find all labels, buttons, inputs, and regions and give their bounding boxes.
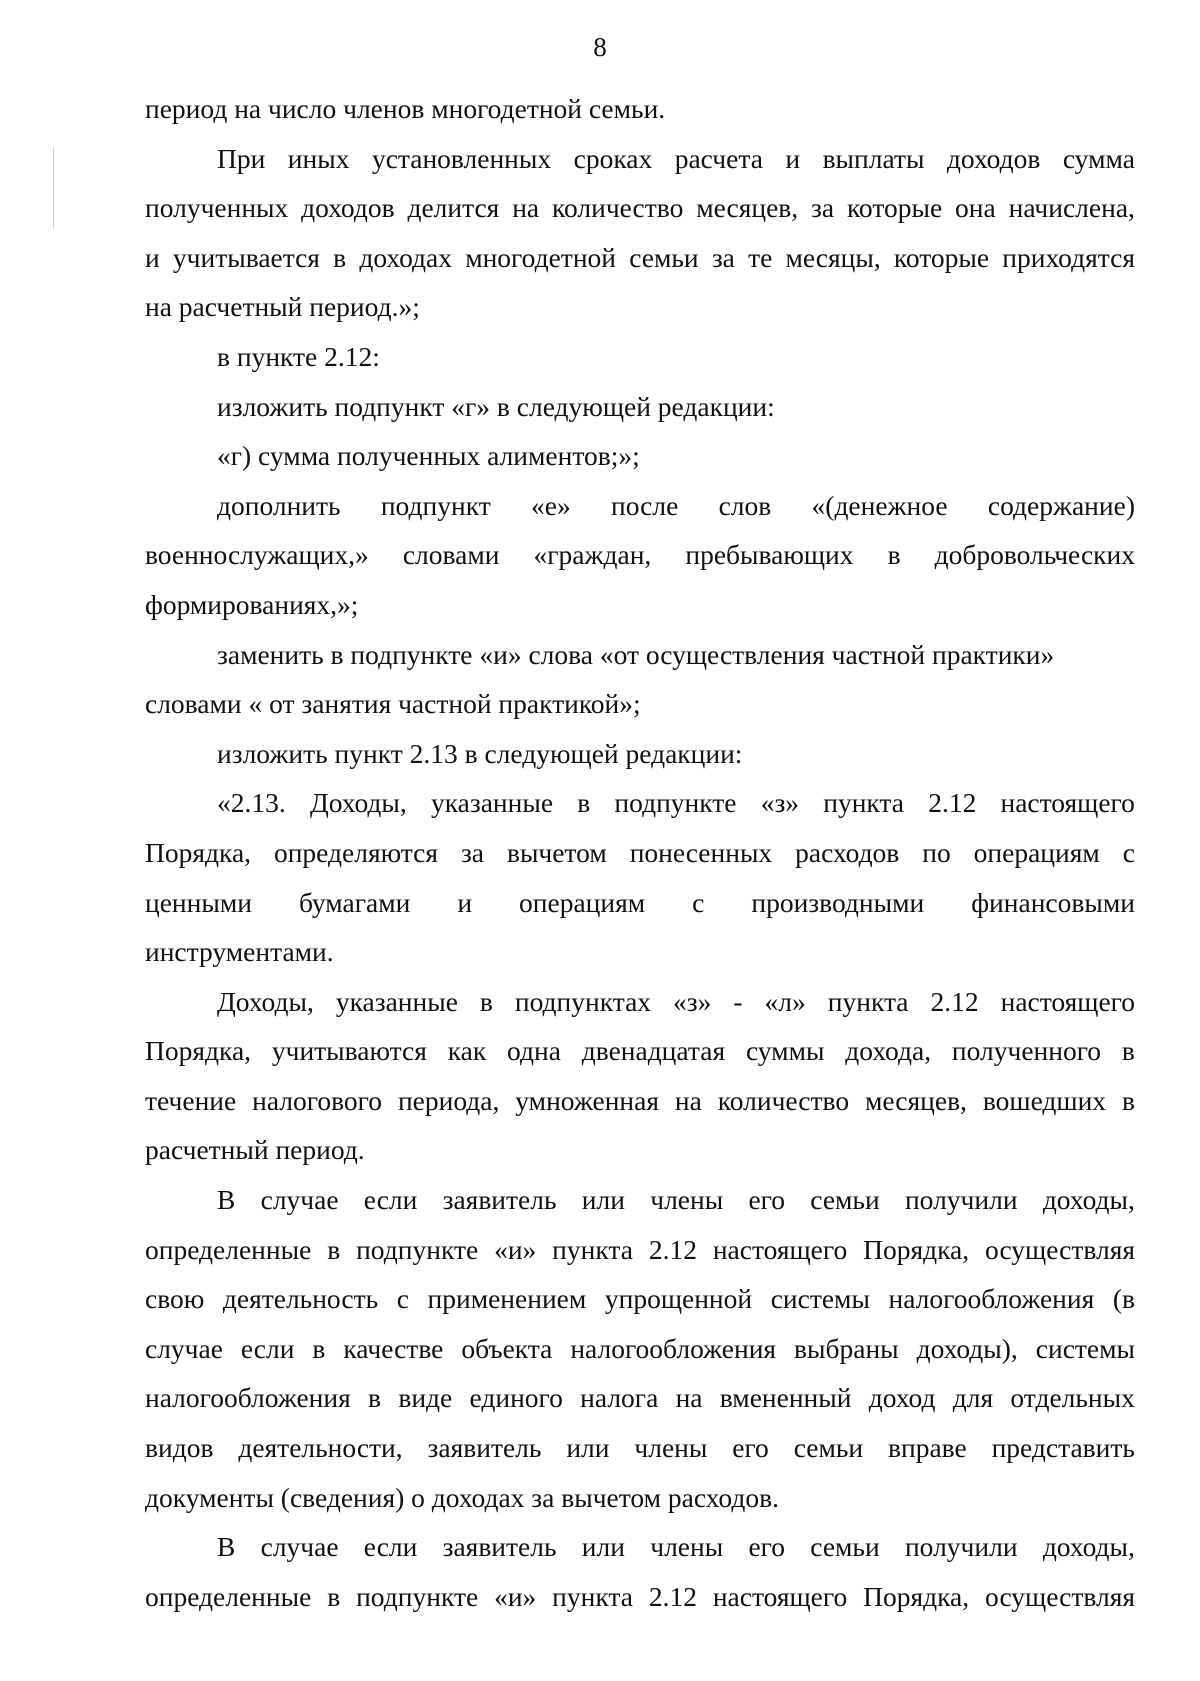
text-line: расчетный период. [145, 1134, 365, 1166]
text-line: на расчетный период.»; [145, 291, 420, 323]
text-line: Порядка, учитываются как одна двенадцатая суммы дохода, полученного в [145, 1035, 1135, 1067]
text-line: период на число членов многодетной семьи. [145, 93, 666, 124]
text-line: в пункте 2.12: [217, 340, 380, 372]
text-line: Порядка, определяются за вычетом понесенных расходов по операциям с [145, 836, 1135, 868]
page-number: 8 [593, 32, 607, 62]
text-line: документы (сведения) о доходах за вычетом расходов. [145, 1481, 779, 1513]
text-line: «г) сумма полученных алиментов;»; [217, 440, 640, 472]
text-line: словами « от занятия частной практикой»; [145, 688, 641, 720]
text-line: изложить подпункт «г» в следующей редакции: [217, 390, 775, 422]
text-line: и учитывается в доходах многодетной семьи за те месяцы, которые приходятся [145, 241, 1135, 273]
text-line: случае если в качестве объекта налогообложения выбраны доходы), системы [145, 1332, 1135, 1364]
document-body [145, 84, 1135, 1621]
text-line: дополнить подпункт «е» после слов «(денежное содержание) [217, 489, 1135, 521]
scan-margin-mark [53, 148, 54, 228]
text-line: налогообложения в виде единого налога на вмененный доход для отдельных [145, 1382, 1135, 1414]
text-line: При иных установленных сроках расчета и выплаты доходов сумма [217, 142, 1135, 174]
text-line: определенные в подпункте «и» пункта 2.12 настоящего Порядка, осуществляя [145, 1233, 1135, 1265]
text-line: заменить в подпункте «и» слова «от осуществления частной практики» [217, 638, 1055, 670]
text-line: свою деятельность с применением упрощенной системы налогообложения (в [145, 1283, 1135, 1315]
text-line: инструментами. [145, 936, 334, 968]
text-line: военнослужащих,» словами «граждан, пребывающих в добровольческих [145, 539, 1135, 571]
text-line: Доходы, указанные в подпунктах «з» - «л» пункта 2.12 настоящего [217, 985, 1135, 1017]
text-line: изложить пункт 2.13 в следующей редакции: [217, 737, 743, 769]
text-line: В случае если заявитель или члены его семьи получили доходы, [217, 1184, 1135, 1216]
text-line: течение налогового периода, умноженная на количество месяцев, вошедших в [145, 1084, 1135, 1116]
text-line: ценными бумагами и операциям с производными финансовыми [145, 886, 1135, 918]
text-line: видов деятельности, заявитель или члены его семьи вправе представить [145, 1432, 1135, 1464]
text-line: В случае если заявитель или члены его семьи получили доходы, [217, 1531, 1135, 1563]
text-line: формированиях,»; [145, 588, 359, 620]
text-line: определенные в подпункте «и» пункта 2.12 настоящего Порядка, осуществляя [145, 1580, 1135, 1612]
text-line: полученных доходов делится на количество месяцев, за которые она начислена, [145, 192, 1135, 224]
text-line: «2.13. Доходы, указанные в подпункте «з» пункта 2.12 настоящего [217, 787, 1135, 819]
